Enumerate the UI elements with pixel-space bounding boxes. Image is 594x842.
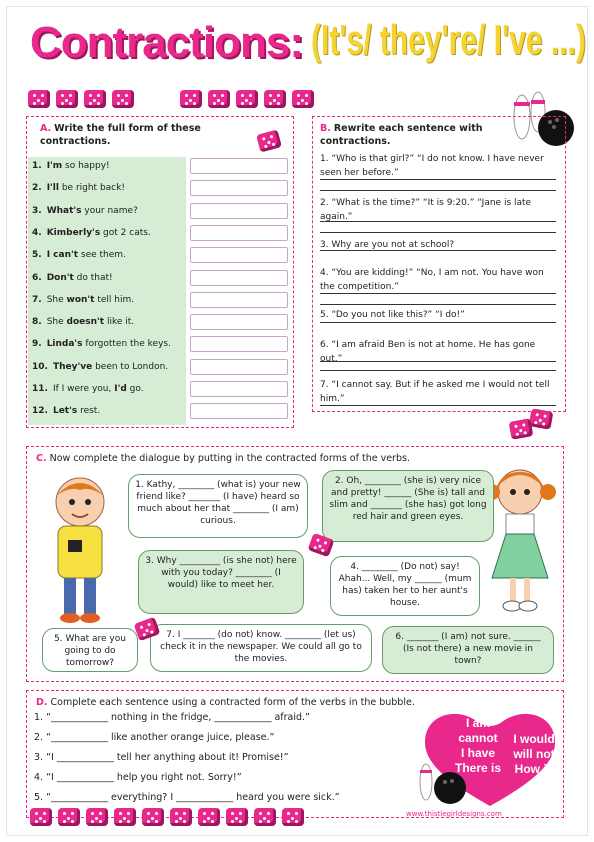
dialogue-bubble-1: 1. Kathy, ________ (what is) your new friend like? _______ (I have) heard so much about her that ________ (I am) curious. — [128, 474, 308, 538]
dialogue-bubble-7: 7. I _______ (do not) know. ________ (let us) check it in the newspaper. We could all go to the movies. — [150, 624, 372, 672]
dialogue-bubble-4: 4. ________ (Do not) say! Ahah... Well, my ______ (mum has) taken her to her aunt's house. — [330, 556, 480, 616]
answer-line[interactable] — [320, 221, 556, 222]
section-b-item: 3. Why are you not at school? — [320, 240, 455, 250]
section-d-item: 5. “____________ everything? I ____________ heard you were sick.” — [34, 792, 340, 803]
section-d-item: 4. “I ____________ help you right not. Sorry!” — [34, 772, 242, 783]
dice-icon — [170, 808, 192, 826]
section-a-heading: A. Write the full form of these contractions. — [40, 123, 201, 147]
section-a-item: 10. They've been to London. — [32, 361, 169, 372]
dice-icon — [56, 90, 78, 108]
dice-icon — [292, 90, 314, 108]
answer-field[interactable] — [190, 336, 288, 352]
answer-field[interactable] — [190, 158, 288, 174]
section-d-heading: D. Complete each sentence using a contracted form of the verbs in the bubble. — [36, 697, 415, 708]
dice-icon — [180, 90, 202, 108]
section-b-item: 2. “What is the time?” “It is 9:20.” “Jane is late again.” — [320, 198, 532, 222]
boy-illustration — [30, 470, 130, 630]
section-a-item: 12. Let's rest. — [32, 406, 101, 417]
bowling-ball-icon — [414, 748, 474, 808]
answer-field[interactable] — [190, 359, 288, 375]
section-a-item: 9. Linda's forgotten the keys. — [32, 339, 171, 350]
dialogue-bubble-6: 6. _______ (I am) not sure. ______ (Is not there) a new movie in town? — [382, 626, 554, 674]
heart-word: will not — [513, 747, 555, 761]
dice-icon — [30, 808, 52, 826]
answer-field[interactable] — [190, 270, 288, 286]
dice-icon — [114, 808, 136, 826]
section-d-item: 1. “____________ nothing in the fridge, ____________ afraid.” — [34, 712, 310, 723]
answer-line[interactable] — [320, 293, 556, 294]
dice-icon — [236, 90, 258, 108]
heart-word: There is — [454, 761, 502, 775]
dialogue-bubble-5: 5. What are you going to do tomorrow? — [42, 628, 138, 672]
dice-icon — [28, 90, 50, 108]
dice-icon — [254, 808, 276, 826]
dice-icon — [226, 808, 248, 826]
section-c-heading: C. Now complete the dialogue by putting in the contracted forms of the verbs. — [36, 453, 410, 464]
answer-field[interactable] — [190, 225, 288, 241]
answer-line[interactable] — [320, 322, 556, 323]
heart-word: I have — [460, 746, 496, 760]
heart-word: I would — [513, 732, 555, 746]
answer-field[interactable] — [190, 203, 288, 219]
dice-icon — [208, 90, 230, 108]
answer-field[interactable] — [190, 292, 288, 308]
answer-line[interactable] — [320, 179, 556, 180]
answer-line[interactable] — [320, 250, 556, 251]
dialogue-bubble-2: 2. Oh, ________ (she is) very nice and pretty! ______ (She is) tall and slim and _______ (she has) got long red hair and green eyes. — [322, 470, 494, 542]
dice-icon — [198, 808, 220, 826]
answer-line[interactable] — [320, 361, 556, 362]
dice-icon — [84, 90, 106, 108]
section-d-item: 2. “____________ like another orange juice, please.” — [34, 732, 275, 743]
section-a-item: 3. What's your name? — [32, 205, 138, 216]
worksheet-title — [30, 17, 586, 80]
section-a-item: 5. I can't see them. — [32, 250, 126, 261]
answer-line[interactable] — [320, 190, 556, 191]
dice-icon — [529, 408, 554, 430]
heart-word: I am — [465, 716, 490, 730]
section-a-item: 11. If I were you, I'd go. — [32, 384, 144, 394]
dice-icon — [58, 808, 80, 826]
dice-decoration-bottom — [30, 808, 304, 826]
dice-icon — [282, 808, 304, 826]
dice-icon — [86, 808, 108, 826]
section-b-item: 1. “Who is that girl?” “I do not know. I have never seen her before.” — [320, 154, 544, 178]
section-a-item: 4. Kimberly's got 2 cats. — [32, 227, 151, 238]
title-sub: (It's/ they're/ I've ...) — [311, 17, 586, 64]
dice-decoration-top — [28, 90, 314, 108]
answer-field[interactable] — [190, 314, 288, 330]
section-b-item: 7. “I cannot say. But if he asked me I would not tell him.” — [320, 380, 550, 404]
heart-words-right — [508, 732, 560, 777]
answer-line[interactable] — [320, 304, 556, 305]
answer-field[interactable] — [190, 381, 288, 397]
answer-field[interactable] — [190, 403, 288, 419]
dice-icon — [264, 90, 286, 108]
site-credit: www.thistlegirldesigns.com — [406, 810, 502, 818]
answer-field[interactable] — [190, 180, 288, 196]
heart-word: How is — [514, 762, 554, 776]
answer-line[interactable] — [320, 405, 556, 406]
dice-icon — [509, 418, 534, 440]
section-a-item: 1. I'm so happy! — [32, 161, 110, 171]
section-a-item: 6. Don't do that! — [32, 272, 113, 283]
answer-line[interactable] — [320, 232, 556, 233]
dice-icon — [112, 90, 134, 108]
heart-word: cannot — [458, 731, 498, 745]
section-b-item: 6. “I am afraid Ben is not at home. He has gone out.” — [320, 340, 536, 364]
answer-line[interactable] — [320, 370, 556, 371]
section-a-item: 8. She doesn't like it. — [32, 317, 135, 328]
dialogue-bubble-3: 3. Why _________ (is she not) here with you today? ________ (I would) like to meet her. — [138, 550, 304, 614]
title-main: Contractions: — [30, 18, 303, 67]
dice-icon — [142, 808, 164, 826]
section-d-item: 3. “I ____________ tell her anything about it! Promise!” — [34, 752, 289, 763]
section-a-item: 2. I'll be right back! — [32, 183, 125, 194]
section-a-item: 7. She won't tell him. — [32, 294, 135, 305]
section-b-item: 4. “You are kidding!” “No, I am not. You have won the competition.” — [320, 268, 544, 292]
answer-field[interactable] — [190, 247, 288, 263]
section-b-item: 5. “Do you not like this?” “I do!” — [320, 310, 465, 320]
section-b-heading: B. Rewrite each sentence with contractions. — [320, 123, 483, 147]
